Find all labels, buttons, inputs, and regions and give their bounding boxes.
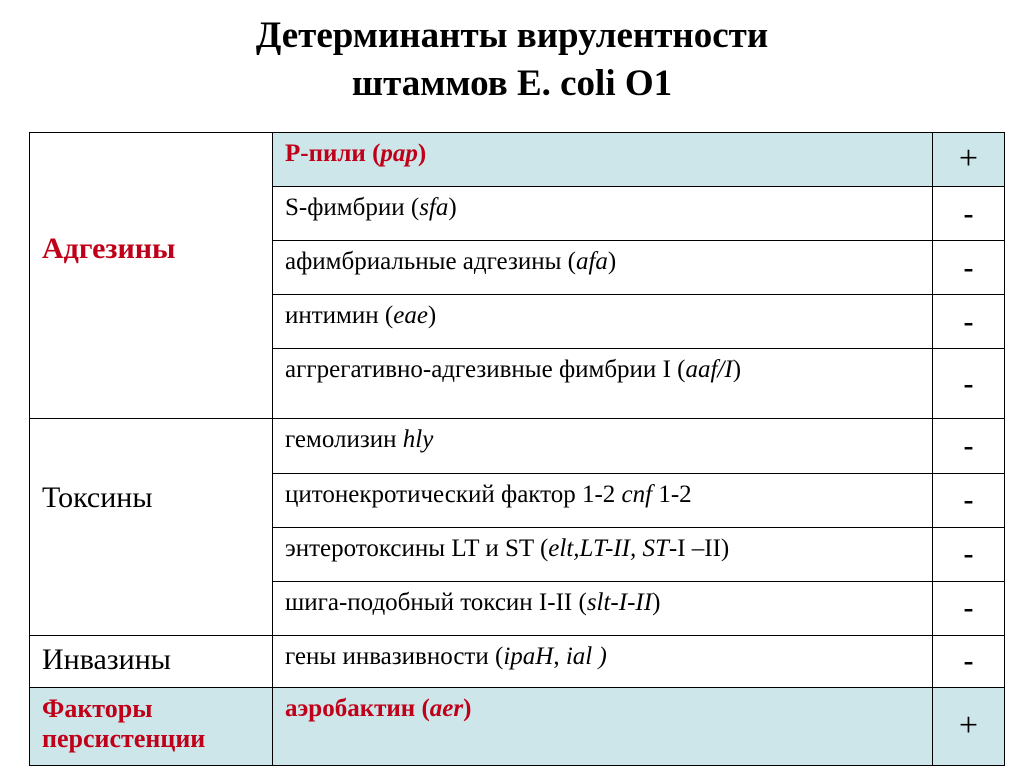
gene-code: sfa — [419, 194, 449, 222]
gene-label-pre: шига-подобный токсин I-II ( — [285, 588, 587, 616]
category-persistence-line1: Факторы — [42, 693, 153, 723]
presence-cell — [933, 419, 1005, 473]
gene-code: ipaH — [503, 642, 554, 670]
gene-code: slt-I-II — [586, 588, 653, 616]
presence-sign: - — [963, 428, 974, 462]
gene-code: afa — [575, 248, 608, 276]
gene-label-post: ) — [607, 248, 617, 276]
presence-sign: + — [958, 140, 979, 178]
gene-code: cnf — [621, 480, 653, 508]
gene-label-pre: цитонекротический фактор 1-2 — [285, 480, 622, 508]
presence-cell — [933, 187, 1005, 241]
gene-cell-aer — [273, 687, 933, 765]
category-toxins-cell — [30, 419, 273, 635]
presence-cell — [933, 527, 1005, 581]
gene-label-post: ) — [448, 194, 457, 222]
gene-label-pre: интимин ( — [285, 302, 394, 330]
category-invasins-cell — [30, 635, 273, 687]
category-adhesins: Адгезины — [42, 231, 176, 265]
table-row — [30, 635, 1005, 687]
gene-label-post: ) — [463, 694, 472, 722]
gene-label-pre: аггрегативно-адгезивные фимбрии I ( — [285, 356, 686, 384]
gene-code: elt,LT-II, ST — [548, 534, 669, 562]
presence-sign: - — [963, 366, 974, 400]
gene-cell-afa — [273, 241, 933, 295]
table-row — [30, 687, 1005, 765]
gene-label-pre: гены инвазивности ( — [285, 642, 504, 670]
title-line-1: Детерминанты вирулентности — [255, 15, 769, 56]
presence-cell — [933, 635, 1005, 687]
presence-cell — [933, 133, 1005, 187]
gene-code: eae — [393, 302, 428, 330]
gene-code: hly — [402, 426, 434, 454]
gene-cell-ipah — [273, 635, 933, 687]
category-persistence-cell — [30, 687, 273, 765]
category-invasins: Инвазины — [42, 643, 171, 677]
presence-sign: - — [963, 591, 974, 625]
gene-cell-eae — [273, 295, 933, 349]
gene-cell-pap — [273, 133, 933, 187]
presence-cell — [933, 473, 1005, 527]
gene-label-pre: Р-пили ( — [285, 140, 381, 167]
presence-sign: + — [958, 706, 979, 744]
presence-sign: - — [963, 250, 974, 284]
gene-label-post: ) — [652, 588, 661, 616]
gene-code: aaf/I — [685, 356, 733, 384]
virulence-table — [29, 132, 1005, 766]
gene-label-post: ) — [417, 140, 427, 167]
presence-cell — [933, 349, 1005, 419]
presence-cell — [933, 241, 1005, 295]
gene-label-pre: энтеротоксины LT и ST ( — [285, 534, 549, 562]
gene-label-post: ) — [427, 302, 437, 330]
gene-cell-sfa — [273, 187, 933, 241]
gene-label-pre: гемолизин — [285, 426, 403, 454]
gene-label-pre: S-фимбрии ( — [285, 194, 420, 222]
gene-label-pre: аэробактин ( — [285, 694, 430, 722]
presence-cell — [933, 581, 1005, 635]
presence-cell — [933, 295, 1005, 349]
gene-label-post: ) — [732, 356, 742, 384]
gene-cell-cnf — [273, 473, 933, 527]
gene-code-2: ial ) — [565, 642, 607, 670]
table-row — [30, 133, 1005, 187]
presence-sign: - — [963, 537, 974, 571]
presence-sign: - — [963, 304, 974, 338]
presence-sign: - — [963, 196, 974, 230]
presence-cell — [933, 687, 1005, 765]
gene-cell-elt — [273, 527, 933, 581]
gene-label-post: 1-2 — [652, 480, 692, 508]
title-line-2: штаммов E. coli O1 — [351, 63, 673, 104]
category-persistence-line2: персистенции — [42, 723, 206, 753]
gene-cell-slt — [273, 581, 933, 635]
gene-cell-aaf — [273, 349, 933, 419]
presence-sign: - — [963, 483, 974, 517]
gene-code: pap — [380, 140, 418, 167]
slide-title — [0, 12, 1024, 108]
table-row — [30, 419, 1005, 473]
gene-code: aer — [429, 694, 464, 722]
gene-label-pre: афимбриальные адгезины ( — [285, 248, 576, 276]
gene-label-post: -I –II) — [668, 534, 730, 562]
gene-label-mid: , — [553, 642, 566, 670]
category-toxins: Токсины — [42, 481, 153, 515]
category-adhesins-cell — [30, 133, 273, 419]
gene-cell-hly — [273, 419, 933, 473]
presence-sign: - — [963, 644, 974, 678]
